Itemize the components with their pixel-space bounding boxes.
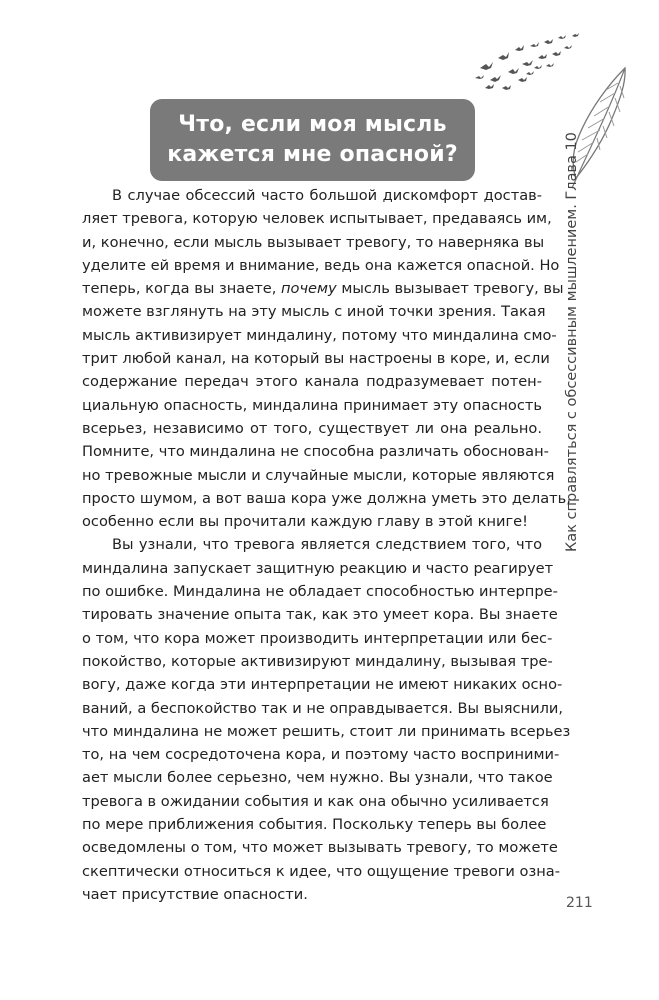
text-line: можете взглянуть на эту мысль с иной точки зрения. Такая [82, 303, 546, 321]
text-line: Вы узнали, что тревога является следствием того, что [112, 536, 542, 554]
text-line: всерьез, независимо от того, существует ли она реально. [82, 419, 542, 437]
paragraph-2 [82, 533, 571, 906]
text-line: по мере приближения события. Поскольку теперь вы более [82, 816, 547, 834]
text-line-prefix: теперь, когда вы знаете, [82, 280, 281, 298]
paragraph-1 [82, 184, 571, 533]
text-line: содержание передач этого канала подразумевает потен- [82, 373, 542, 391]
text-line: и, конечно, если мысль вызывает тревогу, то наверняка вы [82, 233, 545, 251]
text-line: миндалина запускает защитную реакцию и часто реагирует [82, 559, 554, 577]
running-chapter-title: Как справляться с обсессивным мышлением. Глава 10 [564, 132, 580, 552]
emphasis-word: почему [280, 280, 337, 298]
section-heading [150, 99, 475, 181]
birds-icon [475, 33, 579, 90]
text-line: вогу, даже когда эти интерпретации не имеют никаких осно- [82, 676, 563, 694]
text-line: покойство, которые активизируют миндалину, вызывая тре- [82, 652, 553, 670]
text-line: то, на чем сосредоточена кора, и поэтому часто восприними- [82, 746, 560, 764]
text-line: тировать значение опыта так, как это умеет кора. Вы знаете [82, 606, 558, 624]
text-line: чает присутствие опасности. [82, 885, 308, 903]
text-line: осведомлены о том, что может вызывать тревогу, то можете [82, 839, 558, 857]
heading-line-2: кажется мне опасной? [167, 142, 458, 167]
text-line: о том, что кора может производить интерпретации или бес- [82, 629, 553, 647]
text-line-suffix: мысль вызывает тревогу, вы [341, 280, 564, 298]
text-line: скептически относиться к идее, что ощущение тревоги озна- [82, 862, 560, 880]
feather-birds-illustration [460, 28, 640, 198]
text-line: просто шумом, а вот ваша кора уже должна уметь это делать, [82, 489, 571, 507]
text-line: но тревожные мысли и случайные мысли, которые являются [82, 466, 555, 484]
text-line: мысль активизирует миндалину, потому что миндалина смо- [82, 326, 557, 344]
text-line: циальную опасность, миндалина принимает эту опасность [82, 396, 542, 414]
text-line: ляет тревога, которую человек испытывает, предаваясь им, [82, 210, 552, 228]
text-line: ваний, а беспокойство так и не оправдывается. Вы выяснили, [82, 699, 564, 717]
heading-line-1: Что, если моя мысль [178, 112, 447, 137]
text-line: В случае обсессий часто большой дискомфорт достав- [112, 187, 542, 204]
text-line: трит любой канал, на который вы настроены в коре, и, если [82, 350, 550, 368]
text-line: по ошибке. Миндалина не обладает способностью интерпре- [82, 583, 558, 601]
text-line-with-emphasis [82, 277, 564, 300]
body-text [82, 184, 571, 906]
text-line: тревога в ожидании события и как она обычно усиливается [82, 792, 549, 810]
page-number: 211 [566, 895, 593, 911]
text-line: уделите ей время и внимание, ведь она кажется опасной. Но [82, 256, 560, 274]
text-line: особенно если вы прочитали каждую главу в этой книге! [82, 513, 528, 531]
text-line: ает мысли более серьезно, чем нужно. Вы узнали, что такое [82, 769, 553, 787]
text-line: Помните, что миндалина не способна различать обоснован- [82, 443, 549, 461]
text-line: что миндалина не может решить, стоит ли принимать всерьез [82, 722, 571, 740]
